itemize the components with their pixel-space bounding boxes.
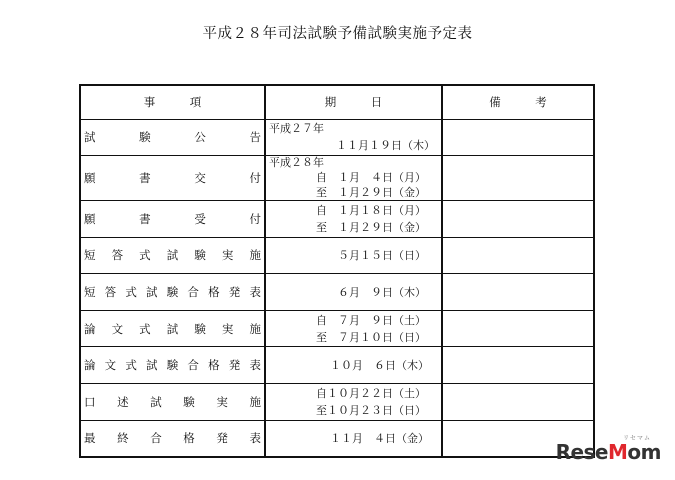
item-label: 論文式試験実施 — [84, 321, 261, 336]
period-line: 自１０月２２日（土） — [316, 386, 426, 400]
table-row — [80, 384, 594, 421]
logo-text-b: M — [608, 440, 628, 464]
table-row — [80, 310, 594, 347]
header-item: 事 項 — [80, 85, 265, 119]
period-line: 自 ７月 ９日（土） — [316, 313, 426, 327]
period-cell — [265, 274, 442, 311]
period-line: 平成２７年 — [269, 122, 324, 136]
item-label: 論文式試験合格発表 — [84, 358, 261, 373]
item-cell — [80, 384, 265, 421]
period-cell — [265, 310, 442, 347]
period-line: 平成２８年 — [269, 156, 324, 170]
note-cell — [442, 237, 594, 274]
item-cell — [80, 420, 265, 457]
page-title: 平成２８年司法試験予備試験実施予定表 — [202, 26, 473, 42]
period-cell — [265, 119, 442, 156]
table-row — [80, 347, 594, 384]
period-cell — [265, 384, 442, 421]
note-cell — [442, 274, 594, 311]
period-cell — [265, 420, 442, 457]
period-line: 自 １月１８日（月） — [316, 203, 426, 217]
period-line: ５月１５日（日） — [338, 248, 426, 262]
note-cell — [442, 384, 594, 421]
period-line: 至 １月２９日（金） — [316, 186, 426, 200]
item-label: 最終合格発表 — [84, 431, 261, 446]
item-label: 短答式試験実施 — [84, 248, 261, 263]
table-row — [80, 237, 594, 274]
item-cell — [80, 237, 265, 274]
note-cell — [442, 156, 594, 201]
schedule-table — [79, 84, 595, 458]
item-cell — [80, 119, 265, 156]
logo-ruby: リセマム — [623, 435, 651, 442]
note-cell — [442, 201, 594, 238]
item-cell — [80, 274, 265, 311]
item-label: 口述試験実施 — [84, 394, 261, 409]
resemom-logo — [556, 440, 661, 464]
period-cell — [265, 156, 442, 201]
header-notes: 備 考 — [442, 85, 594, 119]
item-cell — [80, 310, 265, 347]
logo-text-c: om — [627, 440, 661, 464]
period-line: 至 ７月１０日（日） — [316, 330, 426, 344]
period-cell — [265, 237, 442, 274]
table-row — [80, 420, 594, 457]
table-row — [80, 274, 594, 311]
table-row — [80, 201, 594, 238]
item-cell — [80, 201, 265, 238]
header-period: 期 日 — [265, 85, 442, 119]
period-line: 至 １月２９日（金） — [316, 220, 426, 234]
item-label: 試験公告 — [84, 130, 261, 145]
period-line: １０月 ６日（木） — [330, 358, 429, 372]
table-row — [80, 119, 594, 156]
item-label: 短答式試験合格発表 — [84, 285, 261, 300]
period-line: 至１０月２３日（日） — [316, 403, 426, 417]
period-line: １１月１９日（木） — [336, 139, 435, 153]
note-cell — [442, 310, 594, 347]
period-line: １１月 ４日（金） — [330, 431, 429, 445]
item-cell — [80, 156, 265, 201]
period-line: 自 １月 ４日（月） — [316, 171, 426, 185]
table-row — [80, 156, 594, 201]
note-cell — [442, 347, 594, 384]
period-cell — [265, 347, 442, 384]
period-cell — [265, 201, 442, 238]
item-label: 願書交付 — [84, 171, 261, 186]
note-cell — [442, 119, 594, 156]
period-line: ６月 ９日（木） — [338, 285, 426, 299]
item-label: 願書受付 — [84, 211, 261, 226]
item-cell — [80, 347, 265, 384]
logo-text-a: Rese — [555, 440, 608, 464]
table-header-row — [80, 85, 594, 119]
